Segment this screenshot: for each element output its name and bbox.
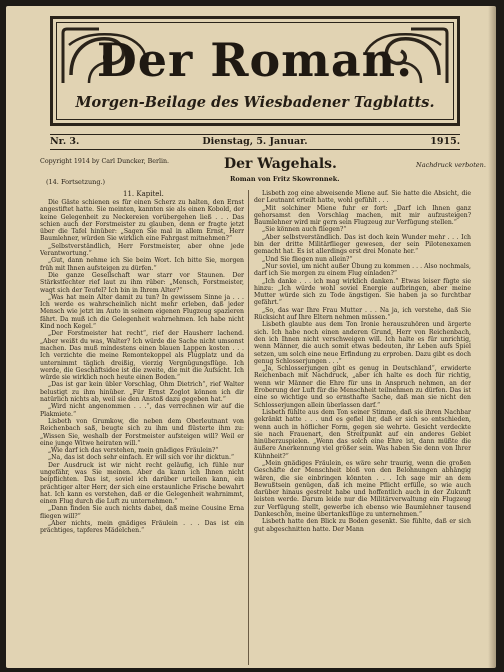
paragraph: „Aber nichts, mein gnädiges Fräulein . . . Das ist ein prächtiges, tapferes Mädelchen.“ [40, 520, 244, 535]
paragraph: „Ich danke . . . ich mag wirklich danken.“ Etwas leiser fügte sie hinzu: „Ich würde wohl soviel Energie aufbringen, aber meine Mutter würde sich zu Tode ängstigen. Sie haben ja so furchtbar gefährt.“ [254, 277, 471, 307]
chapter-heading: 11. Kapitel. [123, 190, 164, 198]
reprint-notice: Nachdruck verboten. [416, 161, 486, 169]
paragraph: „Mit solchiner Miene fuhr er fort: „Darf ich Ihnen ganz gehorsamst den Vorschlag machen, mit mir aufzusteigen? Baumlehner wird mir gern sein Flugzeug zur Verfügung stellen.“ [254, 204, 471, 227]
article-byline: Roman von Fritz Skowronnek. [230, 175, 340, 183]
paragraph: „Aber selbstverständlich. Das ist doch kein Wunder mehr . . . Ich bin der dritte Militärflieger gewesen, der sein Pilotenexamen gemacht hat. Es ist allerdings erst drei Monate her.“ [254, 233, 471, 256]
paragraph: Lisbeth glaubte aus dem Ton Ironie herauszuhören und ärgerte sich. Ich habe noch einen anderen Grund, Herr von Reichenbach, den ich Ihnen nicht verschweigen will. Ich halte es für unrichtig, wenn Männer, die auch somit etwas bedeuten, ihr Leben aufs Spiel setzen, um solch eine neue Erfindung zu erproben. Dazu gibt es doch genug Schlosserjungen . . .“ [254, 321, 471, 365]
paragraph: Die Gäste schienen es für einen Scherz zu halten, den Ernst angestiftet hatte. Sie meinten, kannten sie als einen Kobold, der keine Gelegenheit zu Neckereien vorübergehen ließ . . . Das schien auch der Forstmeister zu glauben, denn er fragte jetzt über die Tafel hinüber: „Sagen Sie mal in allem Ernst, Herr Baumlehner, würden Sie wirklich eine Fahrgast mitnehmen?“ [40, 199, 244, 243]
masthead [50, 16, 460, 126]
paragraph: „Selbstverständlich, Herr Forstmeister, aber ohne jede Verantwortung.“ [40, 242, 244, 258]
paragraph: „Wie darf ich das verstehen, mein gnädiges Fräulein?“ [48, 447, 219, 455]
paragraph: Lisbeth zog eine abweisende Miene auf. Sie hatte die Absicht, die der Leutnant erteilt hatte, wohl gefühlt . . . [254, 190, 471, 205]
copyright-notice: Copyright 1914 by Carl Duncker, Berlin. [40, 158, 170, 165]
issue-number: Nr. 3. [50, 136, 80, 147]
paragraph: „Na, das ist doch sehr einfach. Er will sich vor ihr dicktun.“ [48, 454, 235, 462]
column-divider [248, 190, 249, 665]
article-title: Der Wagehals. [224, 156, 337, 172]
paragraph: Der Ausdruck ist wir nicht recht geläufig, ich fühle nur ungefähr, was Sie meinen. Aber da kann ich Ihnen nicht beipflichten. Das ist, soviel ich darüber urteilen kann, ein prächtiger alter Herr, der sich eine erstaunliche Frische bewahrt hat. Ich kann es verstehen, daß er die Gelegenheit wahrnimmt, einen Flug durch die Luft zu unternehmen.“ [40, 461, 244, 506]
newspaper-subtitle: Morgen-Beilage des Wiesbadener Tagblatts. [75, 94, 435, 111]
issue-date: Dienstag, 5. Januar. [202, 136, 308, 147]
paragraph: „Wird nicht angenommen . . .“, das verrechnen wir auf die Plakmiete.“ [40, 403, 244, 418]
paragraph: „Ja, Schlosserjungen gibt es genug in Deutschland“, erwiderte Reichenbach mit Nachdruck, „aber ich halte es doch für richtig, wenn wir Männer die Ehre für uns in Anspruch nehmen, an der Eroberung der Luft für die Menschheit teilnehmen zu dürfen. Das ist eine so wichtige und so ernsthafte Sache, daß man sie nicht den Schlosserjungen allein überlassen darf.“ [254, 365, 471, 409]
paragraph: Die ganze Gesellschaft war starr vor Staunen. Der Stärkstfechter rief laut zu ihm rüber: „Mensch, Forstmeister, wagt sich der Teufel? Ich bin in Ihrem Alter?“ [40, 271, 244, 294]
paragraph: „Der Forstmeister hat recht“, rief der Hausherr lachend. „Aber weißt du was, Walter? Ich würde die Sache nicht umsonst machen. Das muß mindestens einen blauen Lappen kosten . . . Ich verzichte die meine Remontekoppel als Flugplatz und da unternimmt täglich dreißig, vierzig Vergnügungsflüge. Ich werde, die Geschäftsidee ist die zweite, die mit die Aufsicht. Ich würde sie wirklich noch heute einen Boden.“ [40, 330, 244, 382]
paragraph: „Gut, dann nehme ich Sie beim Wort. Ich bitte Sie, morgen früh mit Ihnen aufsteigen zu dürfen.“ [40, 257, 244, 272]
newspaper-page [6, 6, 496, 668]
paragraph: „Dann finden Sie auch nichts dabei, daß meine Cousine Erna fliegen will?“ [40, 505, 244, 520]
paragraph: Lisbeth fühlte aus dem Ton seiner Stimme, daß sie ihren Nachbar gekränkt hatte . . . und es gefiel ihr, daß er sich so entschieden, wenn auch in höflicher Form, gegen sie wehrte. Gesicht verdeckte sie nach Frauenart, den Streitpunkt auf ein anderes Gebiet hinüberzuspielen. „Wenn das solch eine Ehre ist, dann müßte die äußere Anerkennung viel größer sein. Was haben Sie denn von Ihrer Kühnheit?“ [254, 408, 471, 460]
page-binding-shadow [488, 6, 496, 668]
continuation-note: (14. Fortsetzung.) [46, 178, 106, 186]
paragraph: „So, das war Ihre Frau Mutter . . . Na ja, ich verstehe, daß Sie Rücksicht auf Ihre Eltern nehmen müssen.“ [254, 306, 471, 322]
paragraph: „Mein gnädiges Fräulein, es wäre sehr traurig, wenn die großen Geschäfte der Menschheit bloß von den Belohnungen abhängig wären, die sie einbringen könnten . . . Ich sage mir an dem Bewußtsein genügen, daß ich meine Pflicht erfülle, so wie auch darüber hinaus gestrebt habe und hoffentlich auch in der Zukunft leisten werde. Darum leide nur die Militärverwaltung ein Flugzeug zur Verfügung stellt, gewerbe ich ebenso wie Baumlehner tausend Dankeschön, meine übertanksflüge zu unternehmen.“ [254, 459, 471, 519]
paragraph: „Und Sie fliegen nun allein?“ [262, 255, 353, 263]
newspaper-title: Der Roman. [96, 33, 414, 87]
paragraph: „Nur soviel, um nicht außer Übung zu kommen . . . Also nochmals, darf ich Sie morgen zu einem Flug einladen?“ [254, 262, 471, 278]
paragraph: „Sie können auch fliegen?“ [262, 226, 347, 234]
issue-year: 1915. [430, 136, 460, 147]
paragraph: Lisbeth hatte den Blick zu Boden gesenkt. Sie fühlte, daß er sich gut abgeschnitten hatte. Der Mann [254, 518, 471, 533]
paragraph: „Was hat mein Alter damit zu tun? In gewissem Sinne ja . . . Ich werde es wahrscheinlich nicht mehr erleben, daß jeder Mensch wie jetzt im Auto in seinem eigenen Flugzeug spazieren fährt. Da muß ich die Gelegenheit wahrnehmen. Ich habe nicht Kind noch Kegel.“ [40, 293, 244, 331]
paragraph: „Das ist gar kein übler Vorschlag, Ohm Dietrich“, rief Walter belustigt zu ihm hinüber. „Für Ernst Zoglot können ich dir natürlich nichts ab, weil sie den Anstoß dazu gegeben hat.“ [40, 381, 244, 404]
article-text-left-column [40, 199, 244, 662]
paragraph: Lisbeth von Grumkow, die neben dem Oberleutnant von Reichenbach saß, beugte sich zu ihm und flüsterte ihm zu: „Wissen Sie, weshalb der Forstmeister aufsteigen will? Weil er eine junge Witwe heiraten will.“ [40, 417, 244, 447]
article-text-right-column [254, 190, 471, 662]
